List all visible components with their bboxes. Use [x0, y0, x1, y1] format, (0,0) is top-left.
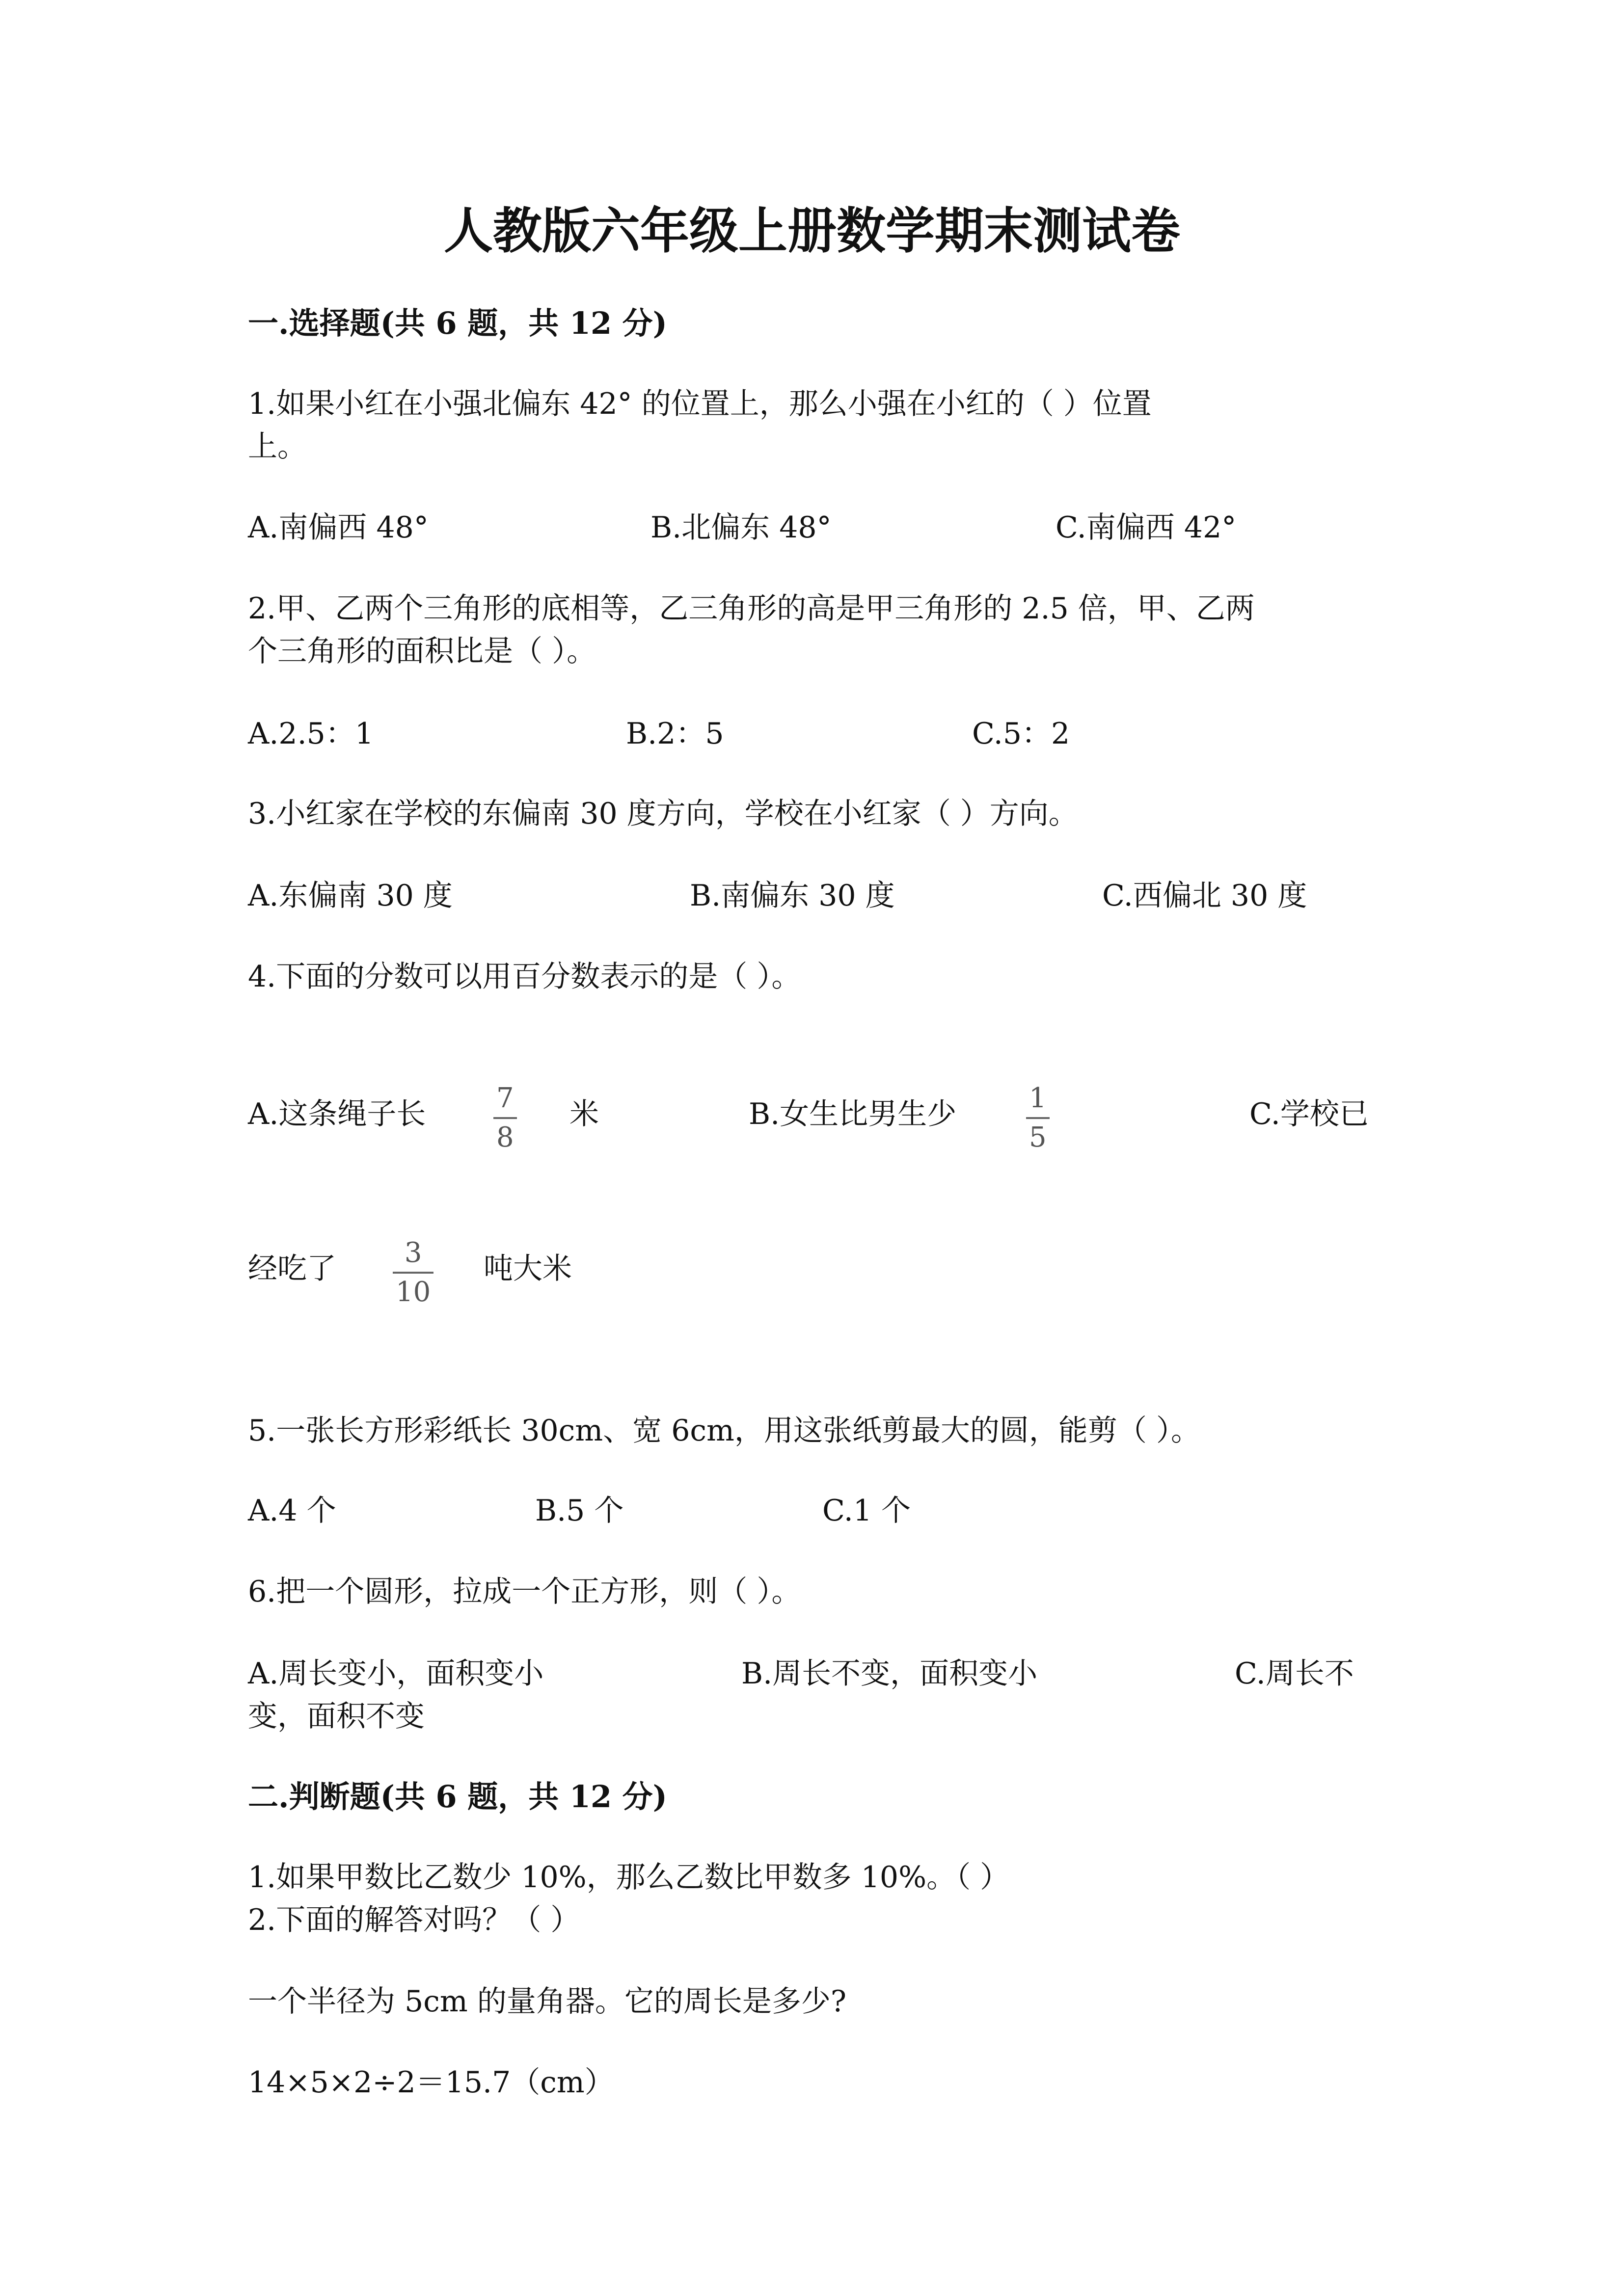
- question-4-option-a-prefix: A.这条绳子长: [248, 1097, 426, 1131]
- question-6-line-1: 6.把一个圆形，拉成一个正方形，则（ ）。: [248, 1575, 801, 1609]
- fraction-bar: [493, 1117, 517, 1119]
- question-1-line-2: 上。: [248, 429, 307, 464]
- page-title: 人教版六年级上册数学期末测试卷: [444, 202, 1180, 260]
- question-4-option-b-fraction: [1026, 1082, 1050, 1153]
- judgement-question-2: 2.下面的解答对吗？（ ）: [248, 1903, 580, 1937]
- question-6-option-b: B.周长不变，面积变小: [741, 1656, 1038, 1691]
- question-4-option-c-prefix: C.学校已: [1249, 1097, 1369, 1131]
- question-4-option-c-continued: 经吃了: [248, 1252, 336, 1286]
- question-4-line-1: 4.下面的分数可以用百分数表示的是（ ）。: [248, 960, 801, 994]
- question-3-option-a: A.东偏南 30 度: [248, 879, 453, 913]
- question-6-option-a: A.周长变小，面积变小: [248, 1656, 544, 1691]
- fraction-denominator: 10: [396, 1276, 431, 1308]
- fraction-denominator: 8: [496, 1121, 514, 1153]
- question-5-option-c: C.1 个: [822, 1494, 911, 1528]
- question-4-option-a-unit: 米: [569, 1097, 599, 1131]
- question-1-option-b: B.北偏东 48°: [650, 510, 832, 545]
- question-4-option-c-suffix: 吨大米: [484, 1252, 572, 1286]
- judgement-question-1: 1.如果甲数比乙数少 10%，那么乙数比甲数多 10%。（ ）: [248, 1860, 1010, 1895]
- question-2-option-b: B.2：5: [626, 717, 724, 751]
- fraction-bar: [393, 1272, 433, 1274]
- question-3-option-c: C.西偏北 30 度: [1102, 879, 1307, 913]
- question-2-line-2: 个三角形的面积比是（ ）。: [248, 634, 596, 668]
- question-5-line-1: 5.一张长方形彩纸长 30cm、宽 6cm，用这张纸剪最大的圆，能剪（ ）。: [248, 1414, 1200, 1448]
- question-6-option-c-continued: 变，面积不变: [248, 1699, 425, 1734]
- fraction-numerator: 7: [496, 1082, 514, 1114]
- fraction-denominator: 5: [1029, 1121, 1047, 1153]
- judgement-question-2-problem: 一个半径为 5cm 的量角器。它的周长是多少?: [248, 1984, 846, 2019]
- question-5-option-a: A.4 个: [248, 1494, 336, 1528]
- question-2-option-a: A.2.5：1: [248, 717, 374, 751]
- question-4-option-c-fraction: [393, 1239, 433, 1306]
- question-3-option-b: B.南偏东 30 度: [690, 879, 895, 913]
- question-2-line-1: 2.甲、乙两个三角形的底相等，乙三角形的高是甲三角形的 2.5 倍，甲、乙两: [248, 591, 1255, 626]
- question-1-line-1: 1.如果小红在小强北偏东 42° 的位置上，那么小强在小红的（ ）位置: [248, 387, 1152, 421]
- section-heading-judgement: 二.判断题(共 6 题，共 12 分): [248, 1779, 668, 1815]
- fraction-bar: [1026, 1117, 1050, 1119]
- question-4-option-a-fraction: [493, 1082, 517, 1153]
- section-heading-choice: 一.选择题(共 6 题，共 12 分): [248, 305, 668, 341]
- question-1-option-a: A.南偏西 48°: [248, 510, 429, 545]
- question-6-option-c: C.周长不: [1235, 1656, 1354, 1691]
- question-5-option-b: B.5 个: [535, 1494, 624, 1528]
- judgement-question-2-calculation: 14×5×2÷2＝15.7（cm）: [248, 2065, 614, 2100]
- fraction-numerator: 1: [1029, 1082, 1047, 1114]
- question-2-option-c: C.5：2: [972, 717, 1070, 751]
- question-1-option-c: C.南偏西 42°: [1056, 510, 1237, 545]
- question-4-option-b-prefix: B.女生比男生少: [749, 1097, 957, 1131]
- question-3-line-1: 3.小红家在学校的东偏南 30 度方向，学校在小红家（ ）方向。: [248, 797, 1078, 831]
- fraction-numerator: 3: [404, 1237, 422, 1269]
